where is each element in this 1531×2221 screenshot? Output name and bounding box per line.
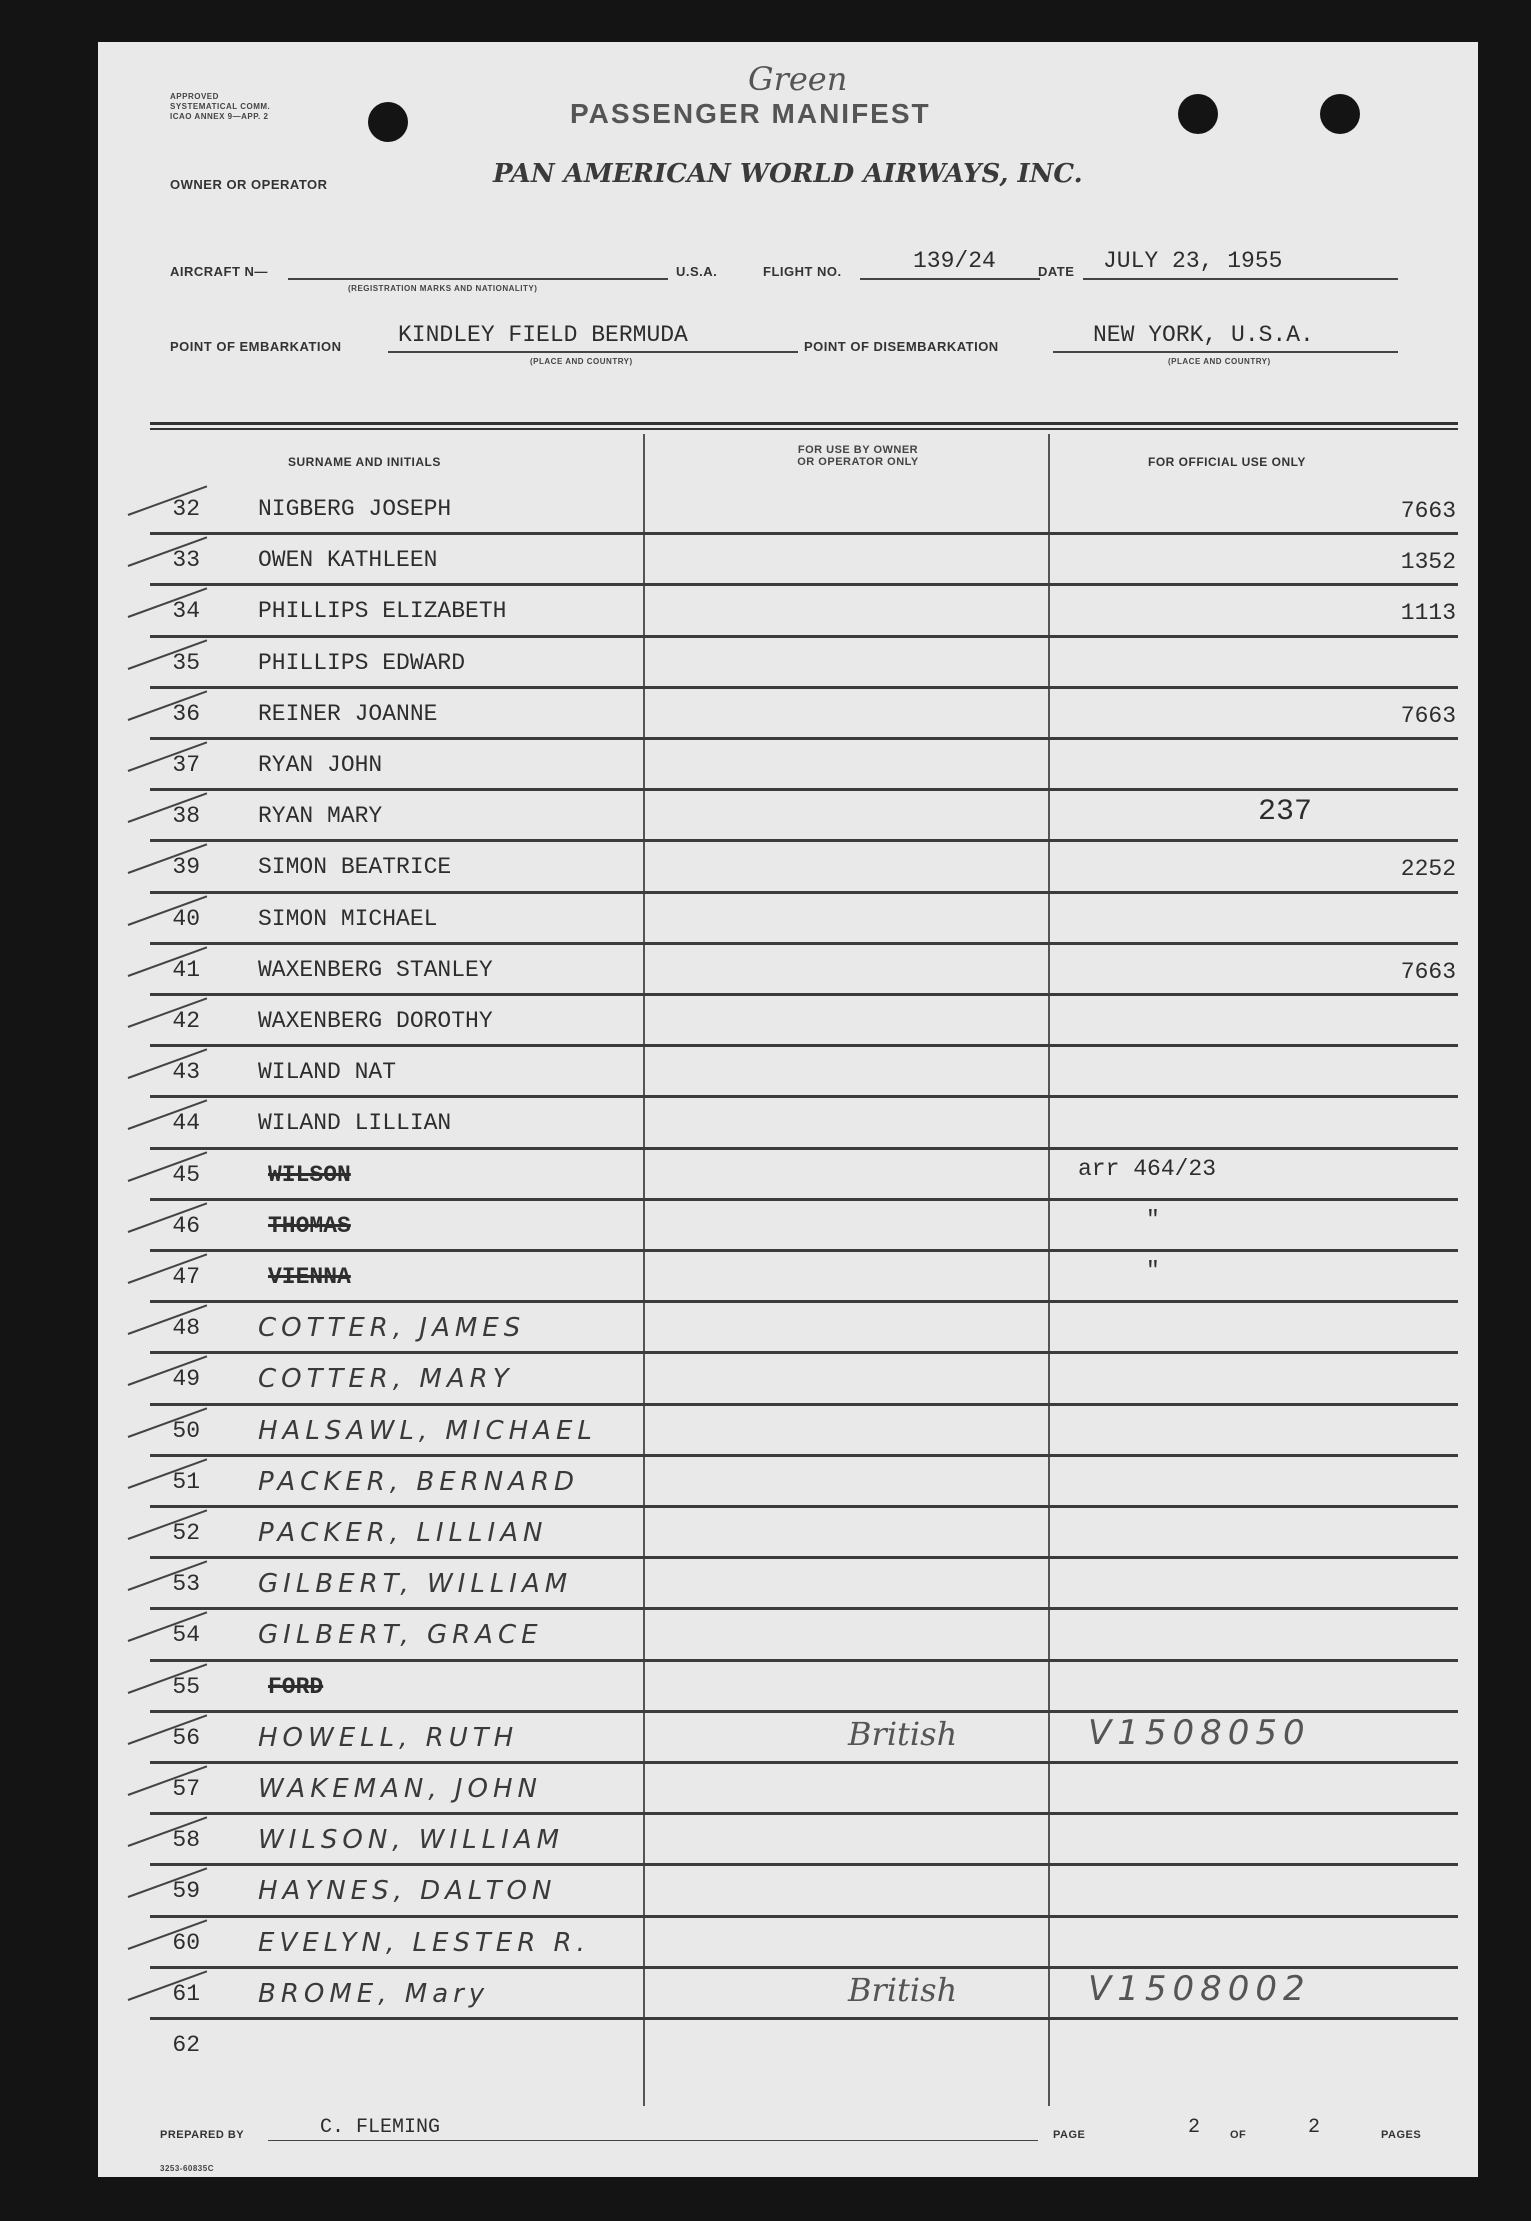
passenger-name: GILBERT, GRACE — [258, 1620, 543, 1651]
passenger-row — [98, 1098, 1478, 1149]
row-number: 50 — [172, 1417, 200, 1444]
embark-point: KINDLEY FIELD BERMUDA — [398, 322, 688, 348]
passenger-row — [98, 689, 1478, 740]
passenger-row — [98, 1201, 1478, 1252]
aircraft-label: AIRCRAFT N— — [170, 264, 268, 279]
passenger-row — [98, 945, 1478, 996]
passenger-row — [98, 1713, 1478, 1764]
passenger-name: BROME, Mary — [258, 1978, 490, 2009]
passenger-row — [98, 1457, 1478, 1508]
passenger-row — [98, 1303, 1478, 1354]
passenger-name: SIMON MICHAEL — [258, 905, 438, 932]
passenger-name: HALSAWL, MICHAEL — [258, 1415, 597, 1446]
passenger-row — [98, 1610, 1478, 1661]
passenger-row — [98, 1354, 1478, 1405]
passenger-name: NIGBERG JOSEPH — [258, 496, 452, 522]
passenger-name: WAXENBERG STANLEY — [258, 956, 493, 983]
flight-number: 139/24 — [913, 248, 996, 274]
passenger-name: WAXENBERG DOROTHY — [258, 1008, 493, 1034]
row-number: 33 — [172, 547, 200, 574]
passenger-row — [98, 1047, 1478, 1098]
official-code: 237 — [1258, 795, 1313, 830]
row-number: 51 — [172, 1468, 200, 1495]
pages-label: PAGES — [1381, 2129, 1422, 2141]
passenger-row — [98, 1559, 1478, 1610]
flight-label: FLIGHT NO. — [763, 264, 842, 279]
date-label: DATE — [1038, 264, 1075, 279]
nationality-note: British — [848, 1714, 958, 1753]
row-number: 41 — [172, 956, 200, 983]
official-code: " — [1146, 1206, 1160, 1233]
row-number: 58 — [172, 1827, 200, 1854]
of-label: OF — [1230, 2129, 1247, 2141]
passenger-name: THOMAS — [268, 1212, 351, 1239]
passenger-row — [98, 1866, 1478, 1917]
passenger-row — [98, 1918, 1478, 1969]
row-number: 44 — [172, 1110, 200, 1137]
punch-hole — [1178, 94, 1218, 134]
row-number: 40 — [172, 905, 200, 932]
official-code: 1352 — [1400, 549, 1456, 576]
prepared-by: C. FLEMING — [320, 2116, 441, 2139]
passenger-row — [98, 894, 1478, 945]
column-header-official: FOR OFFICIAL USE ONLY — [1148, 455, 1306, 469]
official-code: 7663 — [1400, 958, 1456, 985]
passenger-name: COTTER, JAMES — [258, 1313, 526, 1344]
row-number: 37 — [172, 752, 200, 778]
operator-name: PAN AMERICAN WORLD AIRWAYS, INC. — [493, 159, 1083, 189]
disembark-point: NEW YORK, U.S.A. — [1093, 322, 1314, 348]
passenger-row — [98, 1764, 1478, 1815]
approval-line: APPROVED — [170, 92, 219, 101]
passenger-name: SIMON BEATRICE — [258, 854, 452, 881]
official-code: " — [1146, 1258, 1160, 1284]
row-number: 35 — [172, 649, 200, 676]
row-number: 42 — [172, 1008, 200, 1034]
passenger-name: VIENNA — [268, 1264, 351, 1290]
punch-hole — [368, 102, 408, 142]
official-code: 2252 — [1400, 856, 1456, 883]
row-number: 61 — [172, 1980, 200, 2007]
passenger-row — [98, 638, 1478, 689]
owner-label: OWNER OR OPERATOR — [170, 177, 328, 192]
column-header-owner-line2: OR OPERATOR ONLY — [797, 456, 919, 468]
nationality-note: British — [848, 1970, 958, 2009]
passenger-row — [98, 1252, 1478, 1303]
usa-label: U.S.A. — [676, 264, 718, 279]
passenger-name: HOWELL, RUTH — [258, 1722, 519, 1753]
passenger-name: REINER JOANNE — [258, 700, 438, 727]
passenger-row — [98, 1508, 1478, 1559]
approval-line: ICAO ANNEX 9—APP. 2 — [170, 112, 269, 121]
passenger-name: WAKEMAN, JOHN — [258, 1774, 543, 1804]
passenger-row — [98, 791, 1478, 842]
passenger-name: PACKER, BERNARD — [258, 1466, 580, 1497]
passenger-name: OWEN KATHLEEN — [258, 547, 438, 574]
row-number: 48 — [172, 1315, 200, 1342]
passenger-row — [98, 842, 1478, 893]
disembark-note: (PLACE AND COUNTRY) — [1168, 357, 1271, 366]
flight-date: JULY 23, 1955 — [1103, 248, 1283, 274]
passenger-name: WILSON, WILLIAM — [258, 1825, 565, 1856]
passenger-row — [98, 484, 1478, 535]
passenger-row — [98, 535, 1478, 586]
row-number: 56 — [172, 1724, 200, 1751]
passenger-name: RYAN MARY — [258, 803, 383, 830]
passenger-name: PHILLIPS EDWARD — [258, 649, 466, 676]
official-code: 1113 — [1400, 600, 1456, 627]
punch-hole — [1320, 94, 1360, 134]
approval-line: SYSTEMATICAL COMM. — [170, 102, 271, 111]
column-header-owner-line1: FOR USE BY OWNER — [797, 444, 919, 456]
passenger-name: PHILLIPS ELIZABETH — [258, 598, 507, 625]
passenger-name: COTTER, MARY — [258, 1364, 514, 1395]
visa-number: V1508002 — [1088, 1968, 1311, 2009]
page-number: 2 — [1188, 2116, 1201, 2139]
row-number: 47 — [172, 1264, 200, 1290]
row-number: 34 — [172, 598, 200, 625]
passenger-name: WILSON — [268, 1161, 351, 1188]
row-number: 57 — [172, 1776, 200, 1802]
passenger-name: WILAND LILLIAN — [258, 1110, 452, 1137]
embark-label: POINT OF EMBARKATION — [170, 339, 342, 354]
passenger-name: GILBERT, WILLIAM — [258, 1569, 573, 1600]
column-header-surname: SURNAME AND INITIALS — [288, 455, 441, 469]
row-number: 54 — [172, 1622, 200, 1649]
passenger-row — [98, 1969, 1478, 2020]
passenger-row — [98, 740, 1478, 791]
passenger-name: RYAN JOHN — [258, 752, 383, 778]
row-number: 62 — [172, 2032, 200, 2058]
passenger-row — [98, 2020, 1478, 2071]
passenger-name: EVELYN, LESTER R. — [258, 1927, 590, 1958]
passenger-row — [98, 1150, 1478, 1201]
row-number: 32 — [172, 496, 200, 522]
passenger-row — [98, 586, 1478, 637]
official-code: arr 464/23 — [1078, 1155, 1217, 1182]
passenger-row — [98, 1662, 1478, 1713]
row-number: 52 — [172, 1520, 200, 1546]
disembark-label: POINT OF DISEMBARKATION — [804, 339, 999, 354]
row-number: 55 — [172, 1673, 200, 1700]
aircraft-note: (REGISTRATION MARKS AND NATIONALITY) — [348, 284, 538, 293]
page-label: PAGE — [1053, 2129, 1086, 2141]
row-number: 36 — [172, 700, 200, 727]
row-number: 45 — [172, 1161, 200, 1188]
official-code: 7663 — [1400, 702, 1456, 729]
passenger-name: WILAND NAT — [258, 1059, 397, 1086]
visa-number: V1508050 — [1088, 1712, 1311, 1753]
embark-note: (PLACE AND COUNTRY) — [530, 357, 633, 366]
page-title: PASSENGER MANIFEST — [570, 98, 931, 129]
row-number: 49 — [172, 1366, 200, 1393]
row-number: 39 — [172, 854, 200, 881]
passenger-name: PACKER, LILLIAN — [258, 1518, 548, 1548]
row-number: 43 — [172, 1059, 200, 1086]
row-number: 38 — [172, 803, 200, 830]
row-number: 46 — [172, 1212, 200, 1239]
prepared-label: PREPARED BY — [160, 2129, 245, 2141]
passenger-name: HAYNES, DALTON — [258, 1876, 557, 1907]
passenger-name: FORD — [268, 1673, 324, 1700]
row-number: 53 — [172, 1571, 200, 1598]
form-number: 3253-60835C — [160, 2164, 214, 2173]
passenger-row — [98, 996, 1478, 1047]
page-total: 2 — [1308, 2116, 1321, 2139]
scribble-note: Green — [748, 60, 848, 98]
row-number: 59 — [172, 1878, 200, 1905]
official-code: 7663 — [1400, 498, 1456, 524]
manifest-sheet — [98, 42, 1478, 2177]
passenger-row — [98, 1815, 1478, 1866]
passenger-row — [98, 1406, 1478, 1457]
row-number: 60 — [172, 1929, 200, 1956]
